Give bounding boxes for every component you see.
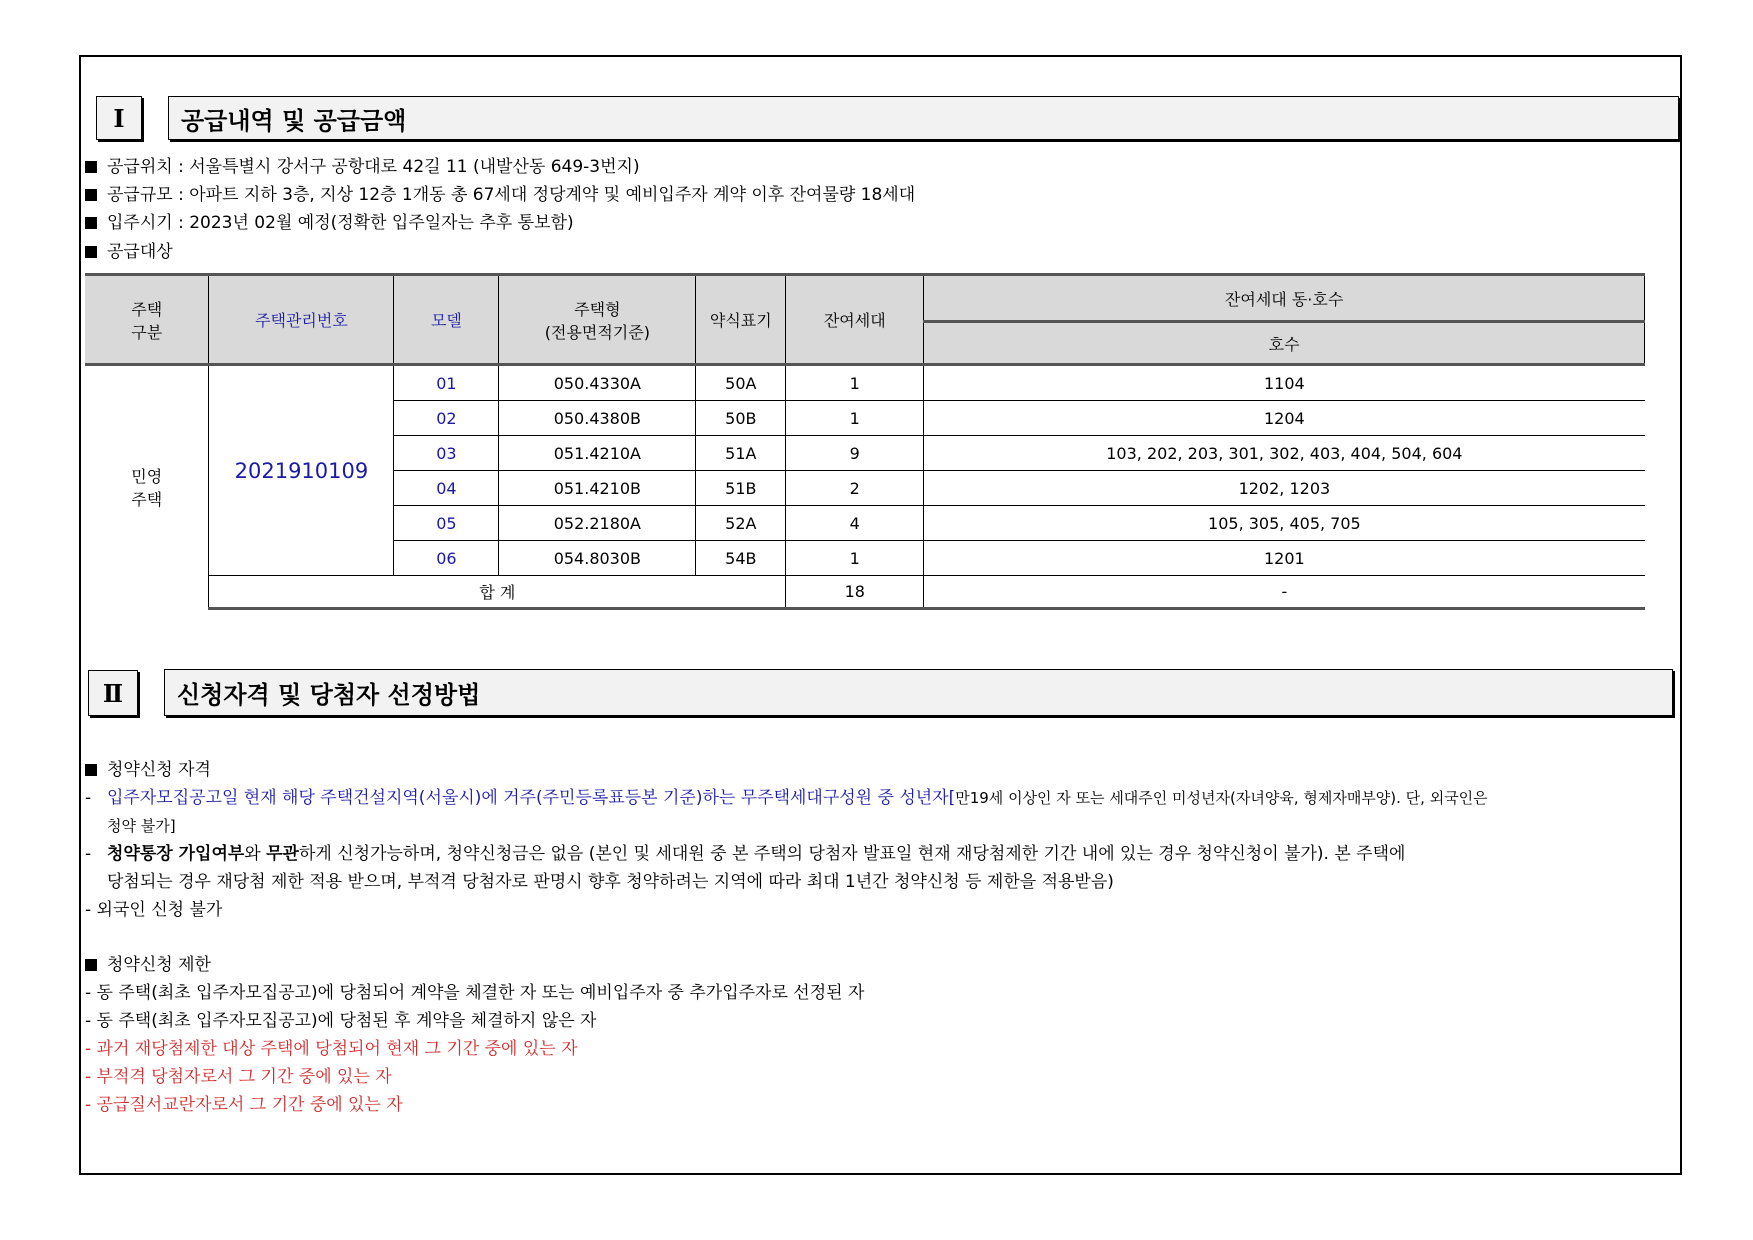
cell-house-size: 052.2180A (499, 506, 696, 541)
info-target: 공급대상 (85, 242, 173, 262)
cell-total-label: 합 계 (209, 576, 786, 609)
cell-model: 04 (394, 471, 499, 506)
cell-short-label: 51A (696, 436, 786, 471)
header-model: 모델 (394, 275, 499, 365)
restriction-section (85, 951, 1675, 1119)
cell-remaining: 1 (786, 365, 924, 401)
cell-model: 05 (394, 506, 499, 541)
cell-model: 01 (394, 365, 499, 401)
cell-house-size: 051.4210B (499, 471, 696, 506)
header-house-type: 주택 구분 (85, 275, 209, 365)
qualification-item-1-cont: 청약 불가] (107, 817, 176, 835)
cell-units: 1104 (924, 365, 1645, 401)
section-1-number: Ⅰ (96, 96, 142, 140)
cell-units: 105, 305, 405, 705 (924, 506, 1645, 541)
header-mgmt-number: 주택관리번호 (209, 275, 394, 365)
table-row (85, 365, 1645, 401)
cell-units: 1202, 1203 (924, 471, 1645, 506)
section-2-number: Ⅱ (88, 670, 138, 716)
restriction-item: - 공급질서교란자로서 그 기간 중에 있는 자 (85, 1095, 403, 1115)
table-total-row (85, 576, 1645, 609)
restriction-item: - 동 주택(최초 입주자모집공고)에 당첨되어 계약을 체결한 자 또는 예비입주자 중 추가입주자로 선정된 자 (85, 983, 865, 1003)
cell-model: 02 (394, 401, 499, 436)
bullet-square-icon (85, 161, 97, 173)
cell-model: 03 (394, 436, 499, 471)
cell-total-units: - (924, 576, 1645, 609)
restriction-heading: 청약신청 제한 (85, 951, 1675, 979)
cell-short-label: 54B (696, 541, 786, 576)
cell-short-label: 50A (696, 365, 786, 401)
header-units-group: 잔여세대 동·호수 (924, 275, 1645, 322)
table-header-row (85, 275, 1645, 322)
cell-remaining: 1 (786, 401, 924, 436)
header-units: 호수 (924, 322, 1645, 365)
restriction-item: - 동 주택(최초 입주자모집공고)에 당첨된 후 계약을 체결하지 않은 자 (85, 1011, 597, 1031)
cell-short-label: 50B (696, 401, 786, 436)
cell-house-size: 050.4380B (499, 401, 696, 436)
section-1-title: 공급내역 및 공급금액 (168, 96, 1679, 140)
qualification-item-3: - 외국인 신청 불가 (85, 900, 223, 920)
info-movein: 입주시기 : 2023년 02월 예정(정확한 입주일자는 추후 통보함) (85, 213, 574, 233)
cell-total-remaining: 18 (786, 576, 924, 609)
bullet-square-icon (85, 959, 97, 971)
restriction-item: - 과거 재당첨제한 대상 주택에 당첨되어 현재 그 기간 중에 있는 자 (85, 1039, 578, 1059)
info-scale: 공급규모 : 아파트 지하 3층, 지상 12층 1개동 총 67세대 정당계약 및 예비입주자 계약 이후 잔여물량 18세대 (85, 185, 915, 205)
bullet-square-icon (85, 217, 97, 229)
qualification-item-2-cont: 당첨되는 경우 재당첨 제한 적용 받으며, 부적격 당첨자로 판명시 향후 청약하려는 지역에 따라 최대 1년간 청약신청 등 제한을 적용받음) (107, 872, 1114, 892)
cell-remaining: 2 (786, 471, 924, 506)
cell-units: 103, 202, 203, 301, 302, 403, 404, 504, 604 (924, 436, 1645, 471)
cell-remaining: 1 (786, 541, 924, 576)
bullet-square-icon (85, 764, 97, 776)
cell-remaining: 9 (786, 436, 924, 471)
cell-mgmt-number: 2021910109 (209, 365, 394, 576)
cell-model: 06 (394, 541, 499, 576)
header-house-size: 주택형 (전용면적기준) (499, 275, 696, 365)
cell-house-size: 054.8030B (499, 541, 696, 576)
cell-short-label: 51B (696, 471, 786, 506)
cell-house-size: 050.4330A (499, 365, 696, 401)
bullet-square-icon (85, 246, 97, 258)
cell-remaining: 4 (786, 506, 924, 541)
cell-house-type: 민영 주택 (131, 467, 163, 510)
cell-short-label: 52A (696, 506, 786, 541)
qualification-heading: 청약신청 자격 (85, 756, 1675, 784)
qualification-item-1: - 입주자모집공고일 현재 해당 주택건설지역(서울시)에 거주(주민등록표등본 기준)하는 무주택세대구성원 중 성년자[만19세 이상인 자 또는 세대주인 미성년자(자녀양육, 형제자매부양). 단, 외국인은 (85, 788, 1488, 808)
restriction-item: - 부적격 당첨자로서 그 기간 중에 있는 자 (85, 1067, 392, 1087)
qualification-section (85, 756, 1675, 924)
bullet-square-icon (85, 189, 97, 201)
header-remaining: 잔여세대 (786, 275, 924, 365)
supply-table (85, 273, 1645, 610)
section-2-title: 신청자격 및 당첨자 선정방법 (164, 669, 1673, 716)
qualification-item-2: - 청약통장 가입여부와 무관하게 신청가능하며, 청약신청금은 없음 (본인 및 세대원 중 본 주택의 당첨자 발표일 현재 재당첨제한 기간 내에 있는 경우 청약신청이 불가). 본 주택에 (85, 844, 1406, 864)
cell-house-size: 051.4210A (499, 436, 696, 471)
info-location: 공급위치 : 서울특별시 강서구 공항대로 42길 11 (내발산동 649-3번지) (85, 157, 640, 177)
cell-units: 1201 (924, 541, 1645, 576)
header-short-label: 약식표기 (696, 275, 786, 365)
cell-units: 1204 (924, 401, 1645, 436)
